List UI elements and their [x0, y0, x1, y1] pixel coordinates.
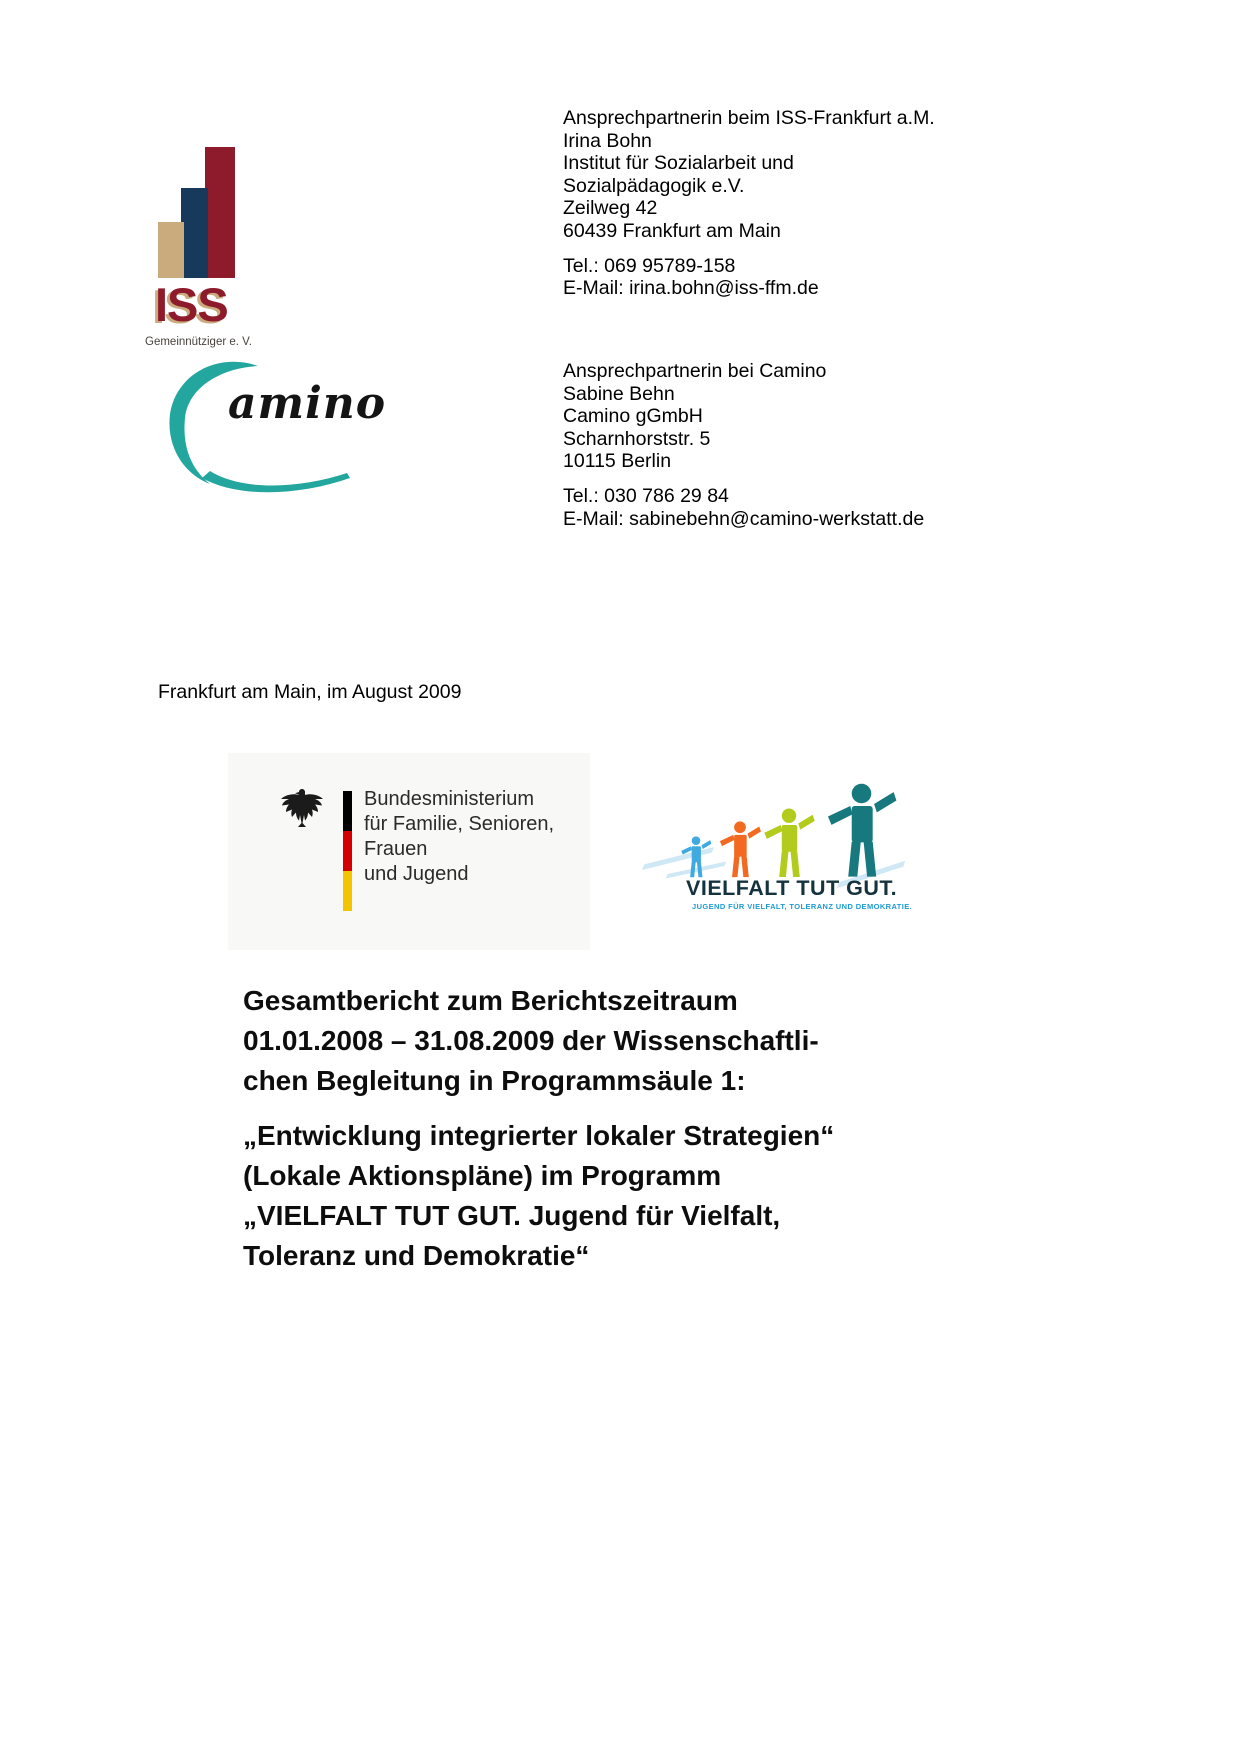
- flag-black: [343, 791, 352, 831]
- title-line: Gesamtbericht zum Berichtszeitraum: [243, 985, 738, 1016]
- iss-email: E-Mail: irina.bohn@iss-ffm.de: [563, 277, 819, 300]
- date-line: Frankfurt am Main, im August 2009: [158, 681, 462, 703]
- figure-icon-teal: [825, 783, 898, 878]
- figure-icon-lime: [762, 808, 816, 878]
- contact-line: Ansprechpartnerin bei Camino: [563, 360, 827, 382]
- title-line: 01.01.2008 – 31.08.2009 der Wissenschaftli-: [243, 1025, 819, 1056]
- contact-line: Sabine Behn: [563, 382, 675, 405]
- title-line: Toleranz und Demokratie“: [243, 1240, 590, 1271]
- german-flag-stripe: [343, 791, 352, 911]
- title-line: „Entwicklung integrierter lokaler Strategien“: [243, 1120, 835, 1151]
- contact-line: Camino gGmbH: [563, 405, 703, 428]
- vielfalt-figures: [640, 760, 920, 878]
- camino-contact-block: [563, 360, 993, 530]
- bmfsfj-logo: [228, 753, 590, 950]
- camino-logo: [158, 352, 398, 492]
- contact-line: Institut für Sozialarbeit und: [563, 152, 794, 175]
- iss-logo-bars: [155, 145, 240, 278]
- ministry-line: und Jugend: [364, 863, 469, 885]
- iss-contact-block: [563, 107, 993, 300]
- iss-logo: [145, 145, 265, 348]
- contact-line: Ansprechpartnerin beim ISS-Frankfurt a.M.: [563, 107, 935, 129]
- iss-phone: Tel.: 069 95789-158: [563, 254, 736, 277]
- figure-icon-blue: [680, 836, 712, 878]
- vielfalt-title: VIELFALT TUT GUT.: [686, 876, 898, 900]
- camino-email: E-Mail: sabinebehn@camino-werkstatt.de: [563, 507, 925, 530]
- camino-logo-text: amino: [228, 378, 387, 429]
- iss-bar-tan: [158, 222, 184, 278]
- title-paragraph-2: [243, 1116, 933, 1276]
- ministry-line: Bundesministerium: [364, 788, 535, 810]
- ministry-line: für Familie, Senioren, Frauen: [364, 813, 555, 860]
- flag-gold: [343, 871, 352, 911]
- iss-bar-navy: [181, 188, 208, 278]
- iss-logo-text: ISS: [155, 278, 228, 331]
- contact-line: Zeilweg 42: [563, 197, 658, 220]
- title-line: chen Begleitung in Programmsäule 1:: [243, 1065, 746, 1096]
- figure-icon-orange: [718, 821, 762, 878]
- title-paragraph-1: [243, 981, 933, 1101]
- iss-bar-maroon: [205, 147, 235, 278]
- iss-logo-caption: Gemeinnütziger e. V.: [145, 336, 252, 348]
- flag-red: [343, 831, 352, 871]
- vielfalt-subtitle: JUGEND FÜR VIELFALT, TOLERANZ UND DEMOKRATIE.: [692, 902, 913, 911]
- contact-line: Sozialpädagogik e.V.: [563, 174, 745, 197]
- vielfalt-tut-gut-logo: [640, 760, 920, 925]
- contact-line: 10115 Berlin: [563, 450, 672, 473]
- federal-eagle-icon: [278, 784, 326, 832]
- contact-line: Irina Bohn: [563, 129, 652, 152]
- contact-line: Scharnhorststr. 5: [563, 427, 711, 450]
- camino-phone: Tel.: 030 786 29 84: [563, 484, 729, 507]
- ministry-name: [364, 787, 590, 887]
- title-line: „VIELFALT TUT GUT. Jugend für Vielfalt,: [243, 1200, 781, 1231]
- contact-line: 60439 Frankfurt am Main: [563, 219, 781, 242]
- title-line: (Lokale Aktionspläne) im Programm: [243, 1160, 722, 1191]
- report-title: [243, 981, 933, 1276]
